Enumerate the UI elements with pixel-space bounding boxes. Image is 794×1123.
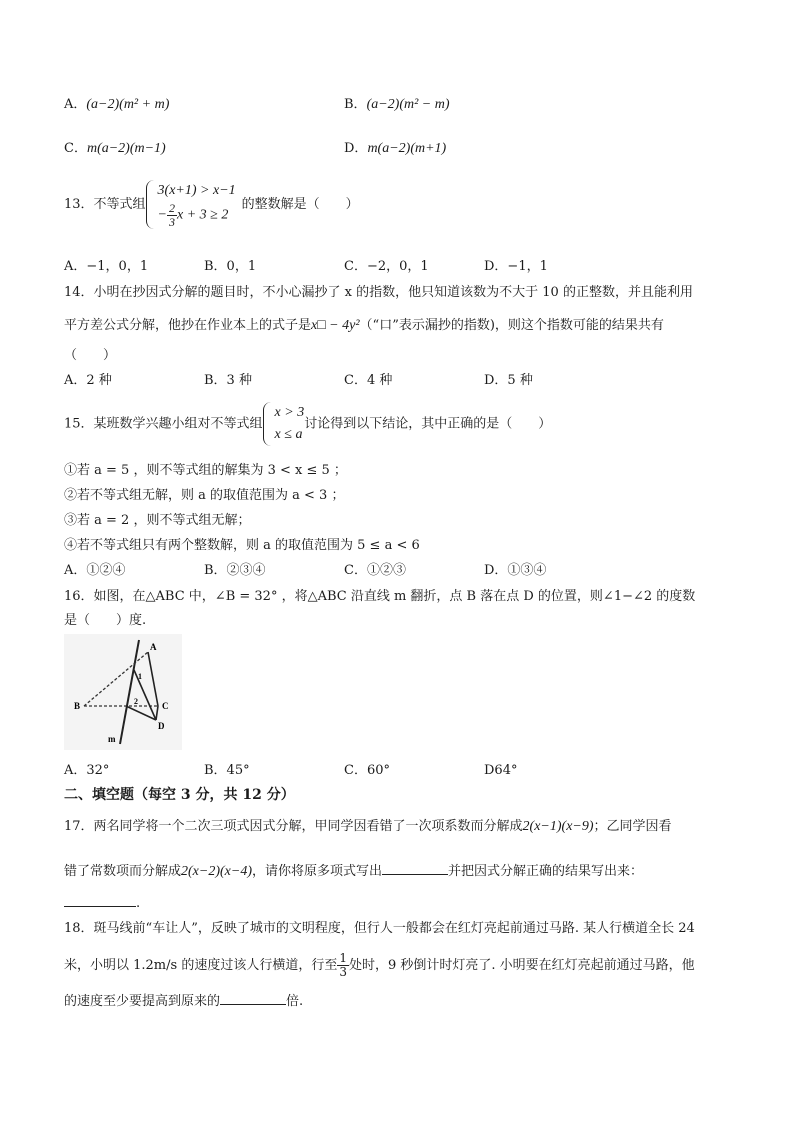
expression: 2(x−1)(x−9)	[522, 819, 594, 834]
option-label: D．	[344, 141, 368, 156]
q12-option-d	[344, 140, 446, 158]
minus-sign: −	[157, 207, 167, 223]
q18-line-3	[64, 990, 303, 1011]
answer-blank-1[interactable]	[382, 860, 448, 875]
fraction-one-third	[337, 952, 349, 979]
q15-option-d: D．①③④	[484, 563, 547, 578]
option-expr: (a−2)(m² + m)	[86, 97, 170, 112]
period: .	[136, 896, 141, 911]
label-d: D	[158, 721, 165, 731]
q13-option-c: C．−2，0，1	[344, 259, 429, 274]
q14-line-1: 14．小明在抄因式分解的题目时，不小心漏抄了 x 的指数，他只知道该数为不大于 10 的正整数，并且能利用	[64, 285, 693, 300]
q16-option-c: C．60°	[344, 763, 390, 778]
q13-option-a: A．−1，0，1	[64, 259, 149, 274]
q15-statement-3: ③若 a = 2 ，则不等式组无解；	[64, 513, 251, 528]
question-text: ，请你将原多项式写出	[252, 864, 383, 879]
question-text: 平方差公式分解，他抄在作业本上的式子是	[64, 318, 312, 333]
numerator: 1	[339, 951, 347, 965]
q16-line-2: 是（ ）度.	[64, 613, 147, 628]
option-label: A．	[64, 97, 87, 112]
inequality-2	[158, 202, 236, 229]
inequality-system	[263, 402, 305, 446]
label-a: A	[150, 642, 157, 652]
expression: x□ − 4y²	[311, 318, 360, 333]
q14-line-3: （ ）	[64, 348, 117, 363]
inequality-2: x ≤ a	[274, 427, 303, 442]
label-angle-1: 1	[138, 672, 142, 681]
brace	[146, 180, 155, 229]
option-expr: m(a−2)(m−1)	[86, 141, 166, 156]
inequality-system	[146, 180, 236, 229]
denominator: 3	[169, 215, 175, 229]
inequality-1: x > 3	[274, 405, 305, 420]
section-title: 二、填空题（每空 3 分，共 12 分）	[64, 787, 295, 803]
brace	[263, 402, 272, 446]
inequality-1: 3(x+1) > x−1	[157, 183, 236, 198]
q12-option-b	[344, 96, 450, 114]
question-text: 并把因式分解正确的结果写出来：	[448, 864, 644, 879]
q15-statement-2: ②若不等式组无解，则 a 的取值范围为 a < 3 ；	[64, 488, 345, 503]
question-text: 15．某班数学兴趣小组对不等式组	[64, 416, 263, 432]
question-text: 17．两名同学将一个二次三项式因式分解，甲同学因看错了一次项系数而分解成	[64, 819, 523, 834]
q15-option-b: B．②③④	[204, 563, 266, 578]
q18-line-2	[64, 952, 695, 979]
q15-statement-1: ①若 a = 5 ，则不等式组的解集为 3 < x ≤ 5 ；	[64, 463, 347, 478]
expression: 2(x−2)(x−4)	[181, 864, 252, 879]
question-text: 倍.	[286, 994, 304, 1009]
question-text: （“口”表示漏抄的指数)，则这个指数可能的结果共有	[359, 318, 664, 333]
q13-option-b: B．0，1	[204, 259, 257, 274]
denominator: 3	[339, 965, 347, 979]
question-text: 处时，9 秒倒计时灯亮了. 小明要在红灯亮起前通过马路，他	[348, 958, 695, 973]
fraction	[167, 202, 177, 229]
question-text: 的速度至少要提高到原来的	[64, 994, 221, 1009]
question-15	[64, 402, 734, 446]
answer-blank-3[interactable]	[220, 990, 286, 1005]
label-angle-2: 2	[134, 697, 138, 706]
question-text: ；乙同学因看	[593, 819, 672, 834]
label-m: m	[108, 734, 116, 744]
q12-option-c	[64, 140, 166, 158]
q16-option-a: A．32°	[64, 763, 110, 778]
q17-line-3	[64, 892, 140, 913]
q16-option-b: B．45°	[204, 763, 250, 778]
answer-blank-2[interactable]	[64, 892, 136, 907]
q14-option-d: D．5 种	[484, 373, 533, 388]
q14-option-c: C．4 种	[344, 373, 393, 388]
q15-option-a: A．①②④	[64, 563, 126, 578]
question-13	[64, 180, 734, 229]
question-text: 错了常数项而分解成	[64, 864, 182, 879]
question-text: 米，小明以 1.2m/s 的速度过该人行横道，行至	[64, 958, 338, 973]
q17-line-1	[64, 818, 672, 836]
question-text: 13．不等式组	[64, 197, 146, 212]
q15-option-c: C．①②③	[344, 563, 406, 578]
q16-option-d: D64°	[484, 763, 518, 778]
inequality-rest: x + 3 ≥ 2	[177, 207, 229, 223]
question-text: 的整数解是（ ）	[241, 197, 359, 212]
q14-option-b: B．3 种	[204, 373, 252, 388]
q17-line-2	[64, 860, 643, 881]
triangle-fold-svg	[64, 634, 182, 750]
q13-option-d: D．−1，1	[484, 259, 548, 274]
q18-line-1: 18．斑马线前“车让人”，反映了城市的文明程度，但行人一般都会在红灯亮起前通过马路. 某人行横道全长 24	[64, 921, 695, 936]
label-c: C	[162, 701, 169, 711]
question-text: 讨论得到以下结论，其中正确的是（ ）	[304, 416, 552, 432]
q15-statement-4: ④若不等式组只有两个整数解，则 a 的取值范围为 5 ≤ a < 6	[64, 538, 420, 553]
q12-option-a	[64, 96, 169, 114]
q14-line-2	[64, 317, 664, 335]
option-label: C．	[64, 141, 87, 156]
option-expr: m(a−2)(m+1)	[367, 141, 447, 156]
q16-line-1: 16．如图，在△ABC 中，∠B = 32° ，将△ABC 沿直线 m 翻折，点 B 落在点 D 的位置，则∠1−∠2 的度数	[64, 589, 696, 604]
q14-option-a: A．2 种	[64, 373, 112, 388]
triangle-fold-figure	[64, 634, 182, 750]
label-b: B	[74, 701, 81, 711]
option-expr: (a−2)(m² − m)	[366, 97, 450, 112]
option-label: B．	[344, 97, 367, 112]
numerator: 2	[169, 201, 175, 215]
